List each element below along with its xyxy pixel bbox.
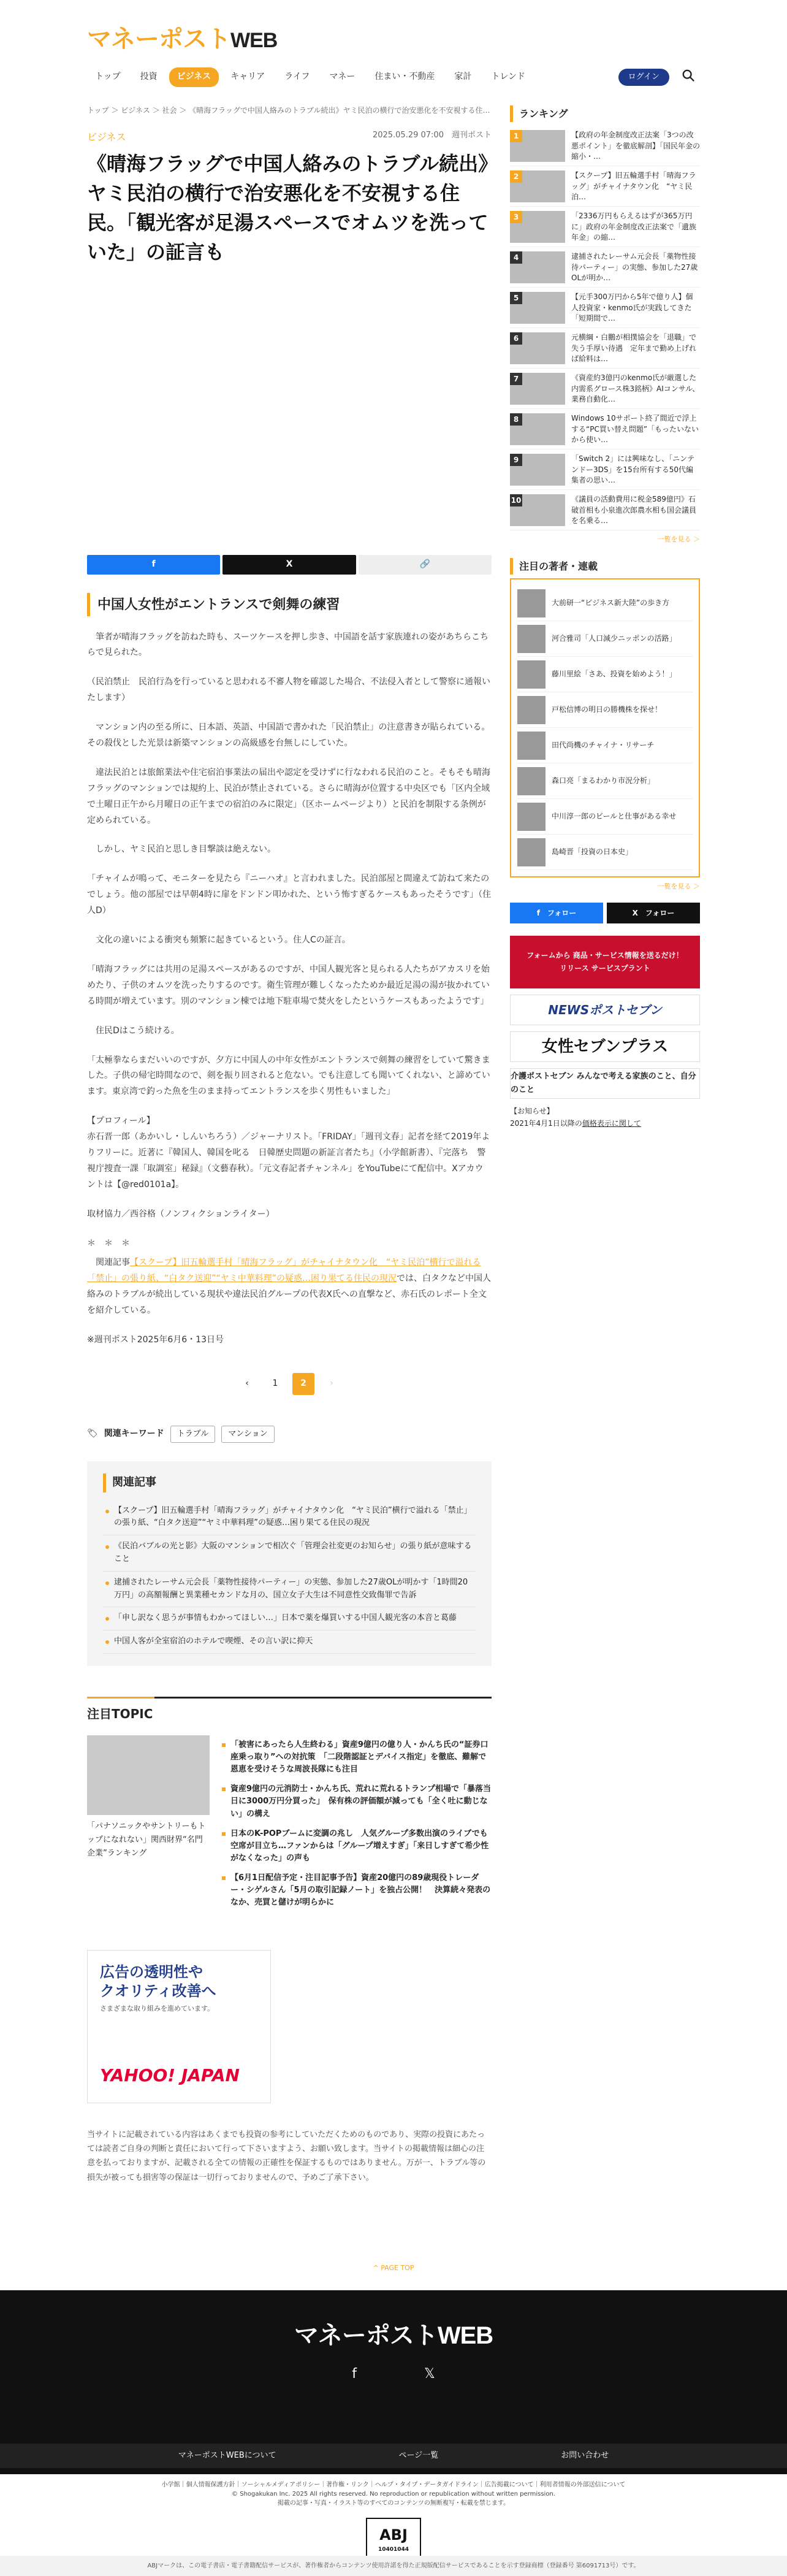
- article-paragraph: マンション内の至る所に、日本語、英語、中国語で書かれた「民泊禁止」の注意書きが貼られている。その殺伐とした光景は新築マンションの高級感を台無しにしていた。: [87, 722, 490, 749]
- section-heading: 中国人女性がエントランスで剣舞の練習: [87, 593, 492, 616]
- footer-policy-links[interactable]: 小学館｜個人情報保護方針｜ソーシャルメディアポリシー｜著作権・リンク｜ヘルプ・タイプ・データガイドライン｜広告掲載について｜利用者情報の外部送信について: [161, 2482, 626, 2488]
- ranking-title: 《議員の活動費用に税金589億円》石破首相も小泉進次郎農水相も国会議員を名乗る…: [571, 495, 697, 525]
- rank-number: 9: [510, 454, 522, 466]
- issue-note: ※週刊ポスト2025年6月6・13日号: [87, 1334, 224, 1345]
- rank-number: 10: [510, 494, 522, 506]
- article-date: 2025.05.29 07:00: [372, 131, 444, 140]
- disclaimer: 当サイトに記載されている内容はあくまでも投資の参考にしていただくためのものであり、実際の投資にあたっては読者ご自身の判断と責任において行って下さいますよう、お願い致します。当サイトの掲載情報は細心の注意を払っておりますが、記載される全ての情報の正確性を保証するものではありません。万が一、トラブル等の損失が被っても損害等の保証は一切行っておりませんので、予めご了承下さい。: [87, 2130, 486, 2182]
- ranking-item[interactable]: [510, 126, 700, 166]
- topic-caption[interactable]: 「パナソニックやサントリーもトップになれない」関西財界“名門企業”ランキング: [87, 1821, 206, 1859]
- keyword-tag[interactable]: トラブル: [170, 1426, 215, 1443]
- authors-heading: 注目の著者・連載: [510, 558, 700, 575]
- hero-image-area: [87, 279, 492, 537]
- avatar: [517, 660, 546, 689]
- ranking: [510, 105, 700, 546]
- separator-stars: ＊ ＊ ＊: [87, 1238, 130, 1248]
- profile: 【プロフィール】 赤石晋一郎（あかいし・しんいちろう）／ジャーナリスト。「FRIDAY」「週刊文春」記者を経て2019年よりフリーに。近著に『韓国人、韓国を叱る 日韓歴史問題の新証言者たち』（小学館新書）、『完落ち 警視庁捜査一課「取調室」秘録』（文藝春秋）。「元文春記者チャンネル」をYouTubeにて配信中。Xアカウントは【@red0101a】。: [87, 1116, 490, 1190]
- main-nav: [87, 67, 533, 87]
- footer-link-sitemap[interactable]: ページ一覧: [398, 2450, 439, 2460]
- ranking-title: 逮捕されたレーサム元会長「薬物性接待パーティー」の実態、参加した27歳OLが明か…: [571, 252, 698, 282]
- author-name: 河合雅司「人口減少ニッポンの活路」: [552, 634, 677, 643]
- author-name: 森口亮「まるわかり市況分析」: [552, 776, 655, 785]
- author-name: 島崎晋「投資の日本史」: [552, 847, 633, 857]
- related-note: 関連記事【スクープ】旧五輪選手村「晴海フラッグ」がチャイナタウン化 “ヤミ民泊”横行で溢れる「禁止」の張り紙、“白タク送迎”“ヤミ中華料理”の疑惑…困り果てる住民の現況では、白タクなど中国人絡みのトラブルが続出している現状や違法民泊グループの代表X氏への直撃など、赤石氏のレポート全文を紹介している。: [87, 1258, 492, 1316]
- author-item[interactable]: [517, 728, 693, 763]
- article-paragraph: しかし、ヤミ民泊と思しき目撃談は絶えない。: [87, 844, 276, 855]
- article-paragraph: （民泊禁止 民泊行為を行っていると思われる不審人物を確認した場合、不法侵入者として警察に通報いたします）: [87, 677, 490, 703]
- breadcrumb[interactable]: トップ ＞ ビジネス ＞ 社会 ＞ 《晴海フラッグで中国人絡みのトラブル続出》ヤミ民泊の横行で治安悪化を不安視する住…: [87, 106, 490, 115]
- related-item[interactable]: 逮捕されたレーサム元会長「薬物性接待パーティー」の実態、参加した27歳OLが明かす「1時間20万円」の高額報酬と異業種セカンドな月の、国立女子大生は不同意性交致傷罪で告訴: [103, 1572, 476, 1608]
- ranking-item[interactable]: [510, 409, 700, 449]
- related-item[interactable]: 【スクープ】旧五輪選手村「晴海フラッグ」がチャイナタウン化 “ヤミ民泊”横行で溢れる「禁止」の張り紙、“白タク送迎”“ヤミ中華料理”の疑惑…困り果てる住民の現況: [103, 1500, 476, 1536]
- footer-link-contact[interactable]: お問い合わせ: [561, 2450, 609, 2460]
- featured-authors: [510, 558, 700, 893]
- related-heading: 関連記事: [103, 1473, 476, 1492]
- article-column: [87, 129, 492, 2185]
- tag-icon: 🏷: [87, 1429, 98, 1439]
- notice: 【お知らせ】 2021年4月1日以降の価格表示に関して: [510, 1106, 641, 1128]
- avatar: [517, 838, 546, 866]
- author-item[interactable]: [517, 586, 693, 621]
- article-paragraph: 「チャイムが鳴って、モニターを見たら『ニーハオ』と言われました。民泊部屋と間違えて訪ねて来たのでしょう。他の部屋では早朝4時に扉をドンドン叩かれた、という怖すぎるケースもあったそうです」（住人D）: [87, 874, 492, 916]
- author-item[interactable]: [517, 835, 693, 870]
- author-item[interactable]: [517, 692, 693, 728]
- ranking-item[interactable]: [510, 288, 700, 328]
- ranking-item[interactable]: [510, 449, 700, 490]
- footer-links: [0, 2444, 787, 2468]
- release-banner[interactable]: フォームから 商品・サービス情報を送るだけ！ リリース サービスプラント: [510, 936, 700, 988]
- ranking-item[interactable]: [510, 490, 700, 530]
- ranking-item[interactable]: [510, 207, 700, 247]
- ranking-title: 「Switch 2」には興味なし、「ニンテンドー3DS」を15台所有する50代編集者の思い…: [571, 454, 695, 484]
- avatar: [517, 767, 546, 795]
- nav-item[interactable]: ライフ: [284, 72, 310, 82]
- authors-more-link[interactable]: 一覧を見る ＞: [657, 882, 700, 891]
- topic-image[interactable]: [87, 1735, 210, 1815]
- article-paragraph: 筆者が晴海フラッグを訪ねた時も、スーツケースを押し歩き、中国語を話す家族連れの姿があちらこちらで見られた。: [87, 632, 489, 658]
- article-category[interactable]: ビジネス: [87, 131, 126, 143]
- author-item[interactable]: [517, 621, 693, 657]
- article-paragraph: 「太極拳ならまだいいのですが、夕方に中国人の中年女性がエントランスで剣舞の練習をしていて驚きました。子供の帰宅時間なので、剣を振り回されると危ない。でも注意しても聞いてくれない、と諦めています。東京湾で釣った魚を生のまま持ってエントランスを歩く男性もいました」: [87, 1055, 490, 1097]
- footer-link-about[interactable]: マネーポストWEBについて: [178, 2450, 276, 2460]
- nav-item[interactable]: 家計: [454, 72, 472, 82]
- article-paragraph: 違法民泊とは旅館業法や住宅宿泊事業法の届出や認定を受けずに行なわれる民泊のこと。そもそも晴海フラッグのマンションでは規約上、民泊が禁止されている。さらに晴海が位置する中央区でも「区内全域で土曜日正午から月曜日の正午までの宿泊のみに限定」（区ホームページより）と民泊を制限する条例が定められている。: [87, 767, 490, 825]
- pager-next[interactable]: ›: [330, 1378, 333, 1388]
- price-notice-link[interactable]: 価格表示に関して: [582, 1119, 641, 1128]
- nav-item[interactable]: ビジネス: [169, 67, 219, 87]
- nav-item[interactable]: マネー: [329, 72, 355, 82]
- footer-abj-note: ABJマークは、この電子書店・電子書籍配信サービスが、著作権者からコンテンツ使用許諾を得た正規版配信サービスであることを示す登録商標（登録番号 第6091713号）です。: [0, 2556, 787, 2576]
- x-follow-button[interactable]: X フォロー: [607, 903, 700, 923]
- article-source: 週刊ポスト: [451, 131, 492, 140]
- related-articles: [87, 1461, 492, 1666]
- abj-mark: ABJ 10401044: [366, 2518, 421, 2561]
- keywords: [87, 1426, 492, 1443]
- related-article-link[interactable]: 【スクープ】旧五輪選手村「晴海フラッグ」がチャイナタウン化 “ヤミ民泊”横行で溢れる「禁止」の張り紙、“白タク送迎”“ヤミ中華料理”の疑惑…困り果てる住民の現況: [87, 1258, 481, 1284]
- x-icon[interactable]: 𝕏: [424, 2366, 435, 2382]
- article-paragraph: 「晴海フラッグには共用の足湯スペースがあるのですが、中国人観光客と見られる人たちがアカスリを始めたり、子供のオムツを洗ったりするのです。衛生管理が難しくなったためか最近足湯の湯が抜かれている時間が増えています。別のマンション棟では地下駐車場で焚火をしたというケースもあったようです」: [87, 964, 490, 1006]
- pager-prev[interactable]: ‹: [245, 1378, 249, 1388]
- rank-number: 4: [510, 251, 522, 264]
- article-footer: [87, 1114, 492, 1348]
- topic-item[interactable]: 「被害にあったら人生終わる」資産9億円の億り人・かんち氏の“証券口座乗っ取り”への対抗策 「二段階認証とデバイス指定」を徹底、難解で恩恵を受けそうな周波長隊にも注目: [222, 1735, 492, 1779]
- ranking-title: 【スクープ】旧五輪選手村「晴海フラッグ」がチャイナタウン化 “ヤミ民泊…: [571, 171, 696, 201]
- topic-item[interactable]: 資産9億円の元消防士・かんち氏、荒れに荒れるトランプ相場で「暴落当日に3000万円分買った」 保有株の評価額が減っても「全く吐に動じない」の構え: [222, 1779, 492, 1824]
- topic-section: [87, 1697, 492, 1913]
- author-name: 藤川里絵「さあ、投資を始めよう！」: [552, 670, 677, 679]
- site-logo[interactable]: マネーポストWEB: [87, 26, 278, 53]
- author-name: 戸松信博の明日の勝機株を探せ！: [552, 705, 663, 714]
- rank-number: 6: [510, 332, 522, 345]
- facebook-follow-button[interactable]: f フォロー: [510, 903, 603, 923]
- author-name: 中川淳一郎のビールと仕事がある幸せ: [552, 812, 677, 821]
- topic-heading: 注目TOPIC: [87, 1699, 492, 1729]
- avatar: [517, 803, 546, 831]
- page: [87, 0, 700, 2182]
- site-footer: [0, 2290, 787, 2576]
- author-item[interactable]: [517, 657, 693, 692]
- ranking-item[interactable]: [510, 166, 700, 207]
- nav-item[interactable]: トップ: [95, 72, 121, 82]
- rank-number: 2: [510, 170, 522, 183]
- rank-number: 1: [510, 130, 522, 142]
- author-name: 大前研一“ビジネス新大陸”の歩き方: [552, 598, 670, 608]
- pagination: [87, 1373, 492, 1395]
- search-icon[interactable]: [682, 69, 695, 82]
- related-item[interactable]: 《民泊バブルの光と影》大阪のマンションで相次ぐ「管理会社変更のお知らせ」の張り紙が意味すること: [103, 1535, 476, 1572]
- rank-number: 8: [510, 413, 522, 426]
- topic-item[interactable]: 日本のK-POPブームに変調の兆し 人気グループ多数出演のライブでも空席が目立ち…ファンからは「グループ増えすぎ」「来日しすぎて希少性がなくなった」の声も: [222, 1824, 492, 1868]
- related-item[interactable]: 「申し訳なく思うが事情もわかってほしい…」日本で薬を爆買いする中国人観光客の本音と葛藤: [103, 1607, 476, 1630]
- ad-banner[interactable]: 広告の透明性や クオリティ改善へ さまざまな取り組みを進めています。 YAHOO! JAPAN: [87, 1950, 271, 2103]
- nav-item[interactable]: トレンド: [491, 72, 526, 82]
- author-name: 田代尚機のチャイナ・リサーチ: [552, 741, 655, 750]
- footer-copyright: 小学館｜個人情報保護方針｜ソーシャルメディアポリシー｜著作権・リンク｜ヘルプ・タイプ・データガイドライン｜広告掲載について｜利用者情報の外部送信について © Shogakukan Inc. 2025 All rights reserved. No reproduction or republication without written permission. 掲載の記事・写真・イラスト等のすべてのコンテンツの無断複写・転載を禁じます。 ABJ 10401044: [0, 2474, 787, 2576]
- avatar: [517, 696, 546, 724]
- topic-item[interactable]: 【6月1日配信予定・注目記事予告】資産20億円の89歳現役トレーダー・シゲルさん「5月の取引記録ノート」を独占公開！ 決算続々発表のなか、売買と儲けが明らかに: [222, 1868, 492, 1913]
- facebook-icon[interactable]: f: [352, 2366, 357, 2382]
- ranking-heading: ランキング: [510, 105, 700, 122]
- kaigo-banner[interactable]: 介護ポストセブン みんなで考える家族のこと、自分のこと: [510, 1068, 700, 1099]
- nav-item[interactable]: 投資: [140, 72, 158, 82]
- author-item[interactable]: [517, 763, 693, 799]
- josei-seven-banner[interactable]: 女性セブンプラス: [510, 1031, 700, 1062]
- ranking-title: Windows 10サポート終了間近で浮上する“PC買い替え問題”「もったいないから使い…: [571, 414, 699, 444]
- page-top-link[interactable]: ^ PAGE TOP: [373, 2264, 414, 2272]
- ranking-item[interactable]: [510, 369, 700, 409]
- follow-buttons: [510, 903, 700, 923]
- pager-page-1[interactable]: 1: [272, 1378, 278, 1388]
- nav-item[interactable]: キャリア: [230, 72, 265, 82]
- rank-number: 3: [510, 211, 522, 223]
- news-post-seven-banner[interactable]: NEWSポストセブン: [510, 995, 700, 1025]
- article-paragraph: 文化の違いによる衝突も頻繁に起きているという。住人Cの証言。: [87, 935, 351, 946]
- yahoo-logo: YAHOO! JAPAN: [100, 2065, 240, 2086]
- reporting-credit: 取材協力／西谷格（ノンフィクションライター）: [87, 1209, 275, 1219]
- ranking-item[interactable]: [510, 247, 700, 288]
- ranking-item[interactable]: [510, 328, 700, 369]
- footer-logo[interactable]: マネーポストWEB: [294, 2322, 493, 2349]
- article-body: [87, 630, 492, 1101]
- copy-link-button[interactable]: 🔗: [359, 555, 492, 575]
- share-bar: [87, 555, 492, 575]
- footer-social: [0, 2363, 787, 2385]
- facebook-share-button[interactable]: f: [87, 555, 220, 575]
- article-paragraph: 住民Dはこう続ける。: [87, 1025, 180, 1036]
- ranking-title: 《資産約3億円のkenmo氏が厳選した内需系グロース株3銘柄》AIコンサル、業務自動化…: [571, 373, 700, 403]
- x-share-button[interactable]: X: [222, 555, 355, 575]
- rank-number: 5: [510, 292, 522, 304]
- nav-item[interactable]: 住まい・不動産: [374, 72, 435, 82]
- keyword-tag[interactable]: マンション: [221, 1426, 274, 1443]
- ranking-more-link[interactable]: 一覧を見る ＞: [657, 535, 700, 544]
- sidebar: [510, 105, 700, 1130]
- author-item[interactable]: [517, 799, 693, 835]
- rank-number: 7: [510, 373, 522, 385]
- ranking-title: 【元手300万円から5年で億り人】個人投資家・kenmo氏が実践してきた「短期間で…: [571, 292, 693, 323]
- keywords-label: 関連キーワード: [104, 1429, 164, 1439]
- article-meta: [87, 129, 492, 145]
- ranking-title: 元横綱・白鵬が相撲協会を「退職」で失う手厚い待遇 定年まで勤め上げれば給料は…: [571, 333, 697, 363]
- avatar: [517, 625, 546, 653]
- avatar: [517, 732, 546, 760]
- pager-page-2: 2: [292, 1373, 314, 1395]
- login-button[interactable]: ログイン: [618, 69, 669, 86]
- ranking-title: 【政府の年金制度改正法案「3つの改悪ポイント」を徹底解剖】「国民年金の縮小・…: [571, 131, 700, 161]
- article-title: 《晴海フラッグで中国人絡みのトラブル続出》ヤミ民泊の横行で治安悪化を不安視する住民。「観光客が足湯スペースでオムツを洗っていた」の証言も: [87, 153, 489, 264]
- avatar: [517, 589, 546, 617]
- ranking-title: 「2336万円もらえるはずが365万円に」政府の年金制度改正法案で「遺族年金」の縮…: [571, 212, 697, 242]
- related-item[interactable]: 中国人客が全室宿泊のホテルで喫煙、その言い訳に抑天: [103, 1630, 476, 1654]
